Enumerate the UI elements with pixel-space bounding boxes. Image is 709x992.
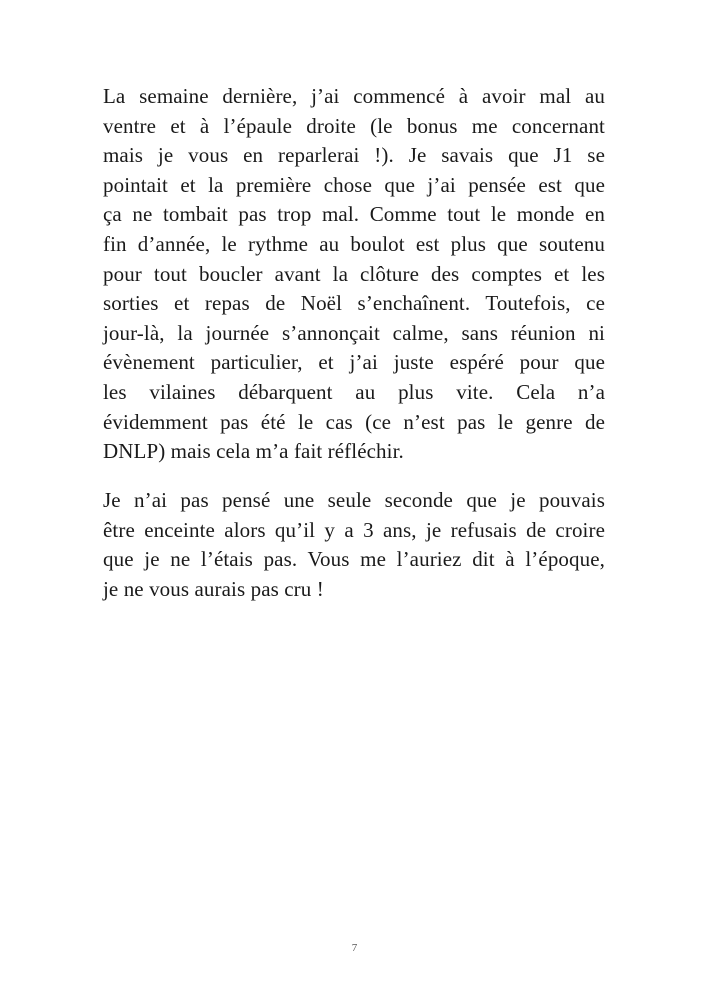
paragraph-line: pour tout boucler avant la clôture des comptes et les <box>103 261 605 286</box>
paragraph-line: que je ne l’étais pas. Vous me l’auriez dit à l’époque, <box>103 547 605 572</box>
paragraph-line: je ne vous aurais pas cru ! <box>103 576 324 601</box>
paragraph-line: ça ne tombait pas trop mal. Comme tout le monde en <box>103 202 605 227</box>
paragraph-1 <box>103 82 605 467</box>
paragraph-line: ventre et à l’épaule droite (le bonus me concernant <box>103 113 605 138</box>
paragraph-line: sorties et repas de Noël s’enchaînent. Toutefois, ce <box>103 291 605 316</box>
paragraph-line: mais je vous en reparlerai !). Je savais que J1 se <box>103 143 605 168</box>
paragraph-line: Je n’ai pas pensé une seule seconde que je pouvais <box>103 488 605 512</box>
paragraph-line: être enceinte alors qu’il y a 3 ans, je refusais de croire <box>103 517 605 542</box>
paragraph-line: jour-là, la journée s’annonçait calme, sans réunion ni <box>103 320 605 345</box>
paragraph-2 <box>103 486 605 604</box>
paragraph-line: les vilaines débarquent au plus vite. Cela n’a <box>103 379 605 404</box>
paragraph-line: DNLP) mais cela m’a fait réfléchir. <box>103 439 404 464</box>
paragraph-line: évènement particulier, et j’ai juste espéré pour que <box>103 350 605 375</box>
paragraph-line: pointait et la première chose que j’ai pensée est que <box>103 172 605 197</box>
paragraph-line: La semaine dernière, j’ai commencé à avoir mal au <box>103 84 605 108</box>
page-number: 7 <box>351 942 358 954</box>
paragraph-line: fin d’année, le rythme au boulot est plus que soutenu <box>103 231 605 256</box>
paragraph-line: évidemment pas été le cas (ce n’est pas le genre de <box>103 409 605 434</box>
